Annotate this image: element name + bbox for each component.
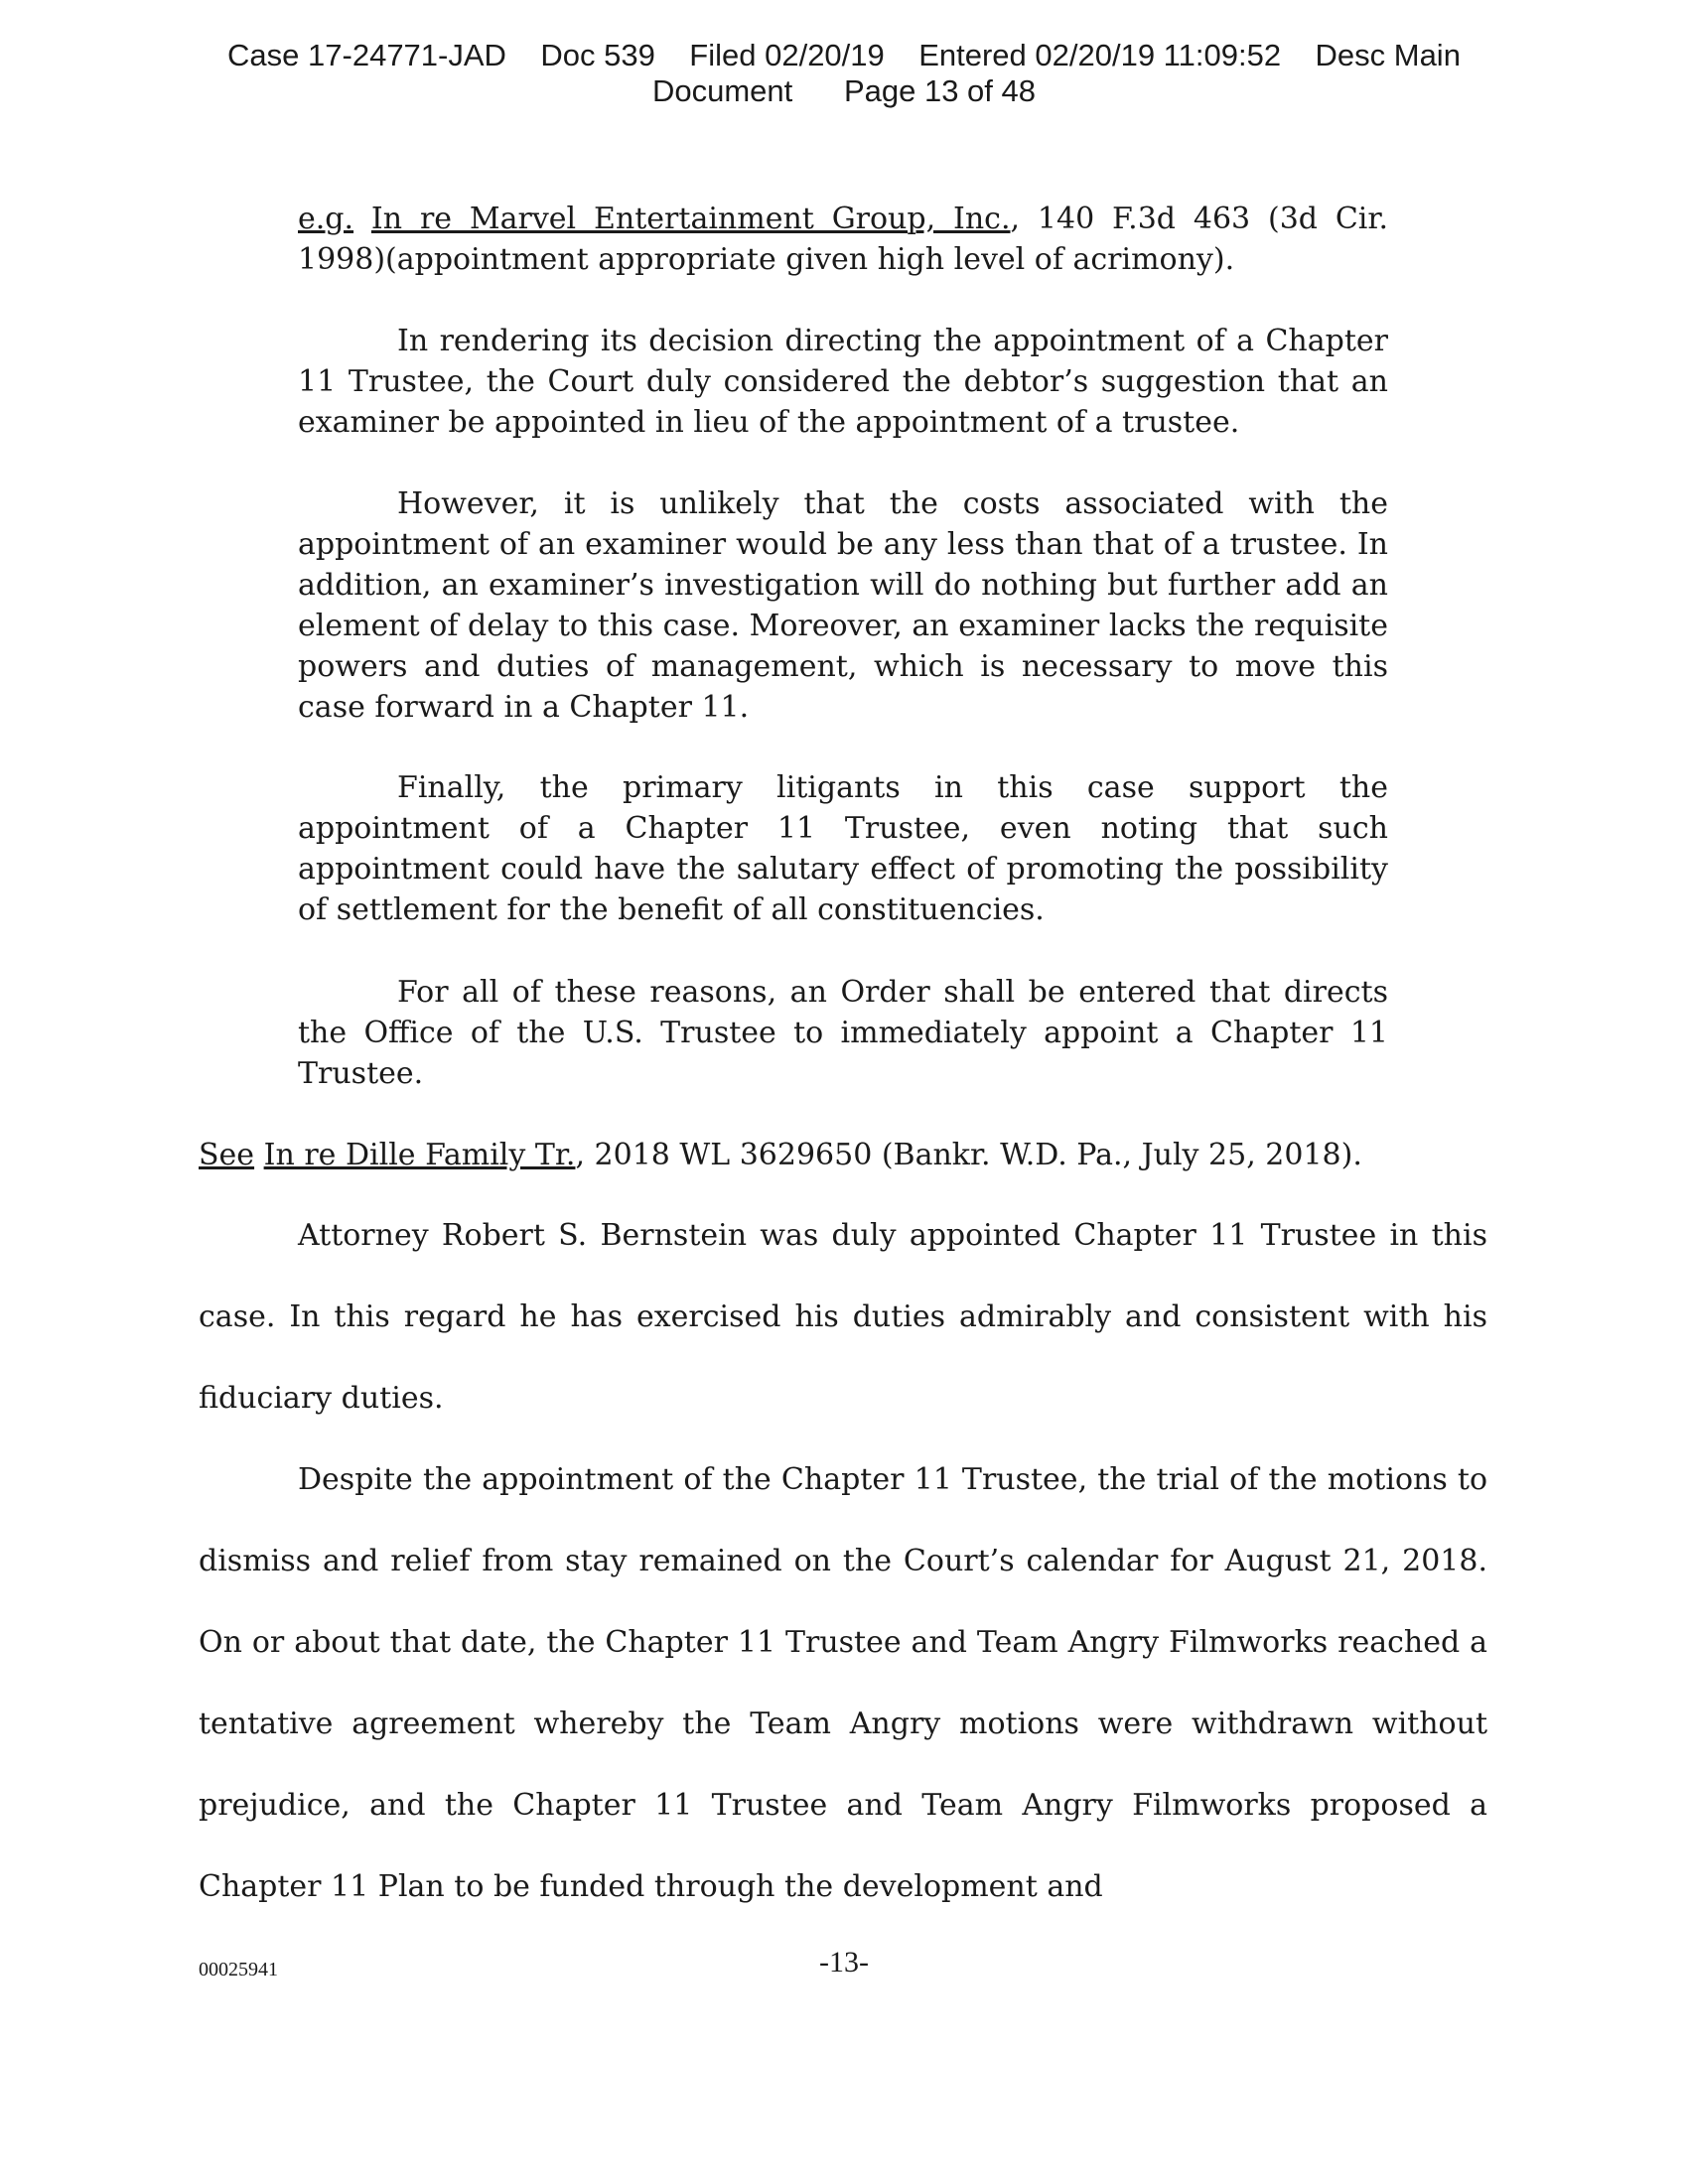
eg-signal: e.g. <box>298 202 354 236</box>
document-id: 00025941 <box>199 1959 278 1980</box>
see-signal: See <box>199 1138 255 1172</box>
block-quote-paragraph-5 <box>298 972 1388 1094</box>
trustee-appointment-text: Attorney Robert S. Bernstein was duly appointed Chapter 11 Trustee in this case. In this regard he has exercised his duties admirably and consistent with his fiduciary duties. <box>199 1218 1487 1416</box>
quote-text-examiner-costs: However, it is unlikely that the costs associated with the appointment of an examiner would be any less than that of a trustee. In addition, an examiner’s investigation will do nothing but further add an element of delay to this case. Moreover, an examiner lacks the requisite powers and duties of management, which is necessary to move this case forward in a Chapter 11. <box>298 486 1388 725</box>
quote-text-litigants-support: Finally, the primary litigants in this case support the appointment of a Chapter 11 Trustee, even noting that such appointment could have the salutary effect of promoting the possibility of settlement for the benefit of all constituencies. <box>298 770 1388 927</box>
dille-citation-rest: , 2018 WL 3629650 (Bankr. W.D. Pa., July 25, 2018). <box>575 1138 1362 1172</box>
page-number: -13- <box>819 1946 869 1979</box>
marvel-case-name: In re Marvel Entertainment Group, Inc. <box>370 202 1011 236</box>
document-page-line: Document Page 13 of 48 <box>651 73 1037 108</box>
block-quote-paragraph-1 <box>298 199 1388 280</box>
quote-text-order-directive: For all of these reasons, an Order shall be entered that directs the Office of the U.S. Trustee to immediately appoint a Chapter 11 Trustee. <box>298 975 1388 1091</box>
court-filing-header <box>0 38 1688 109</box>
block-quote-paragraph-2 <box>298 321 1388 443</box>
block-quote-paragraph-4 <box>298 767 1388 930</box>
block-quote-paragraph-3 <box>298 483 1388 728</box>
trial-motions-text: Despite the appointment of the Chapter 11 Trustee, the trial of the motions to dismiss and relief from stay remained on the Court’s calendar for August 21, 2018. On or about that date, the Chapter 11 Trustee and Team Angry Filmworks reached a tentative agreement whereby the Team Angry motions were withdrawn without prejudice, and the Chapter 11 Trustee and Team Angry Filmworks proposed a Chapter 11 Plan to be funded through the development and <box>199 1462 1487 1904</box>
citation-line <box>199 1135 1489 1175</box>
dille-case-name: In re Dille Family Tr. <box>263 1138 576 1172</box>
body-paragraph-2 <box>199 1439 1487 1928</box>
marvel-citation-rest: , 140 F.3d 463 (3d Cir. 1998)(appointment appropriate given high level of acrimony). <box>298 202 1388 277</box>
quote-text-examiner-suggestion: In rendering its decision directing the appointment of a Chapter 11 Trustee, the Court duly considered the debtor’s suggestion that an examiner be appointed in lieu of the appointment of a trustee. <box>298 324 1388 440</box>
case-filing-line: Case 17-24771-JAD Doc 539 Filed 02/20/19 Entered 02/20/19 11:09:52 Desc Main <box>227 38 1461 72</box>
body-paragraph-1 <box>199 1195 1487 1439</box>
